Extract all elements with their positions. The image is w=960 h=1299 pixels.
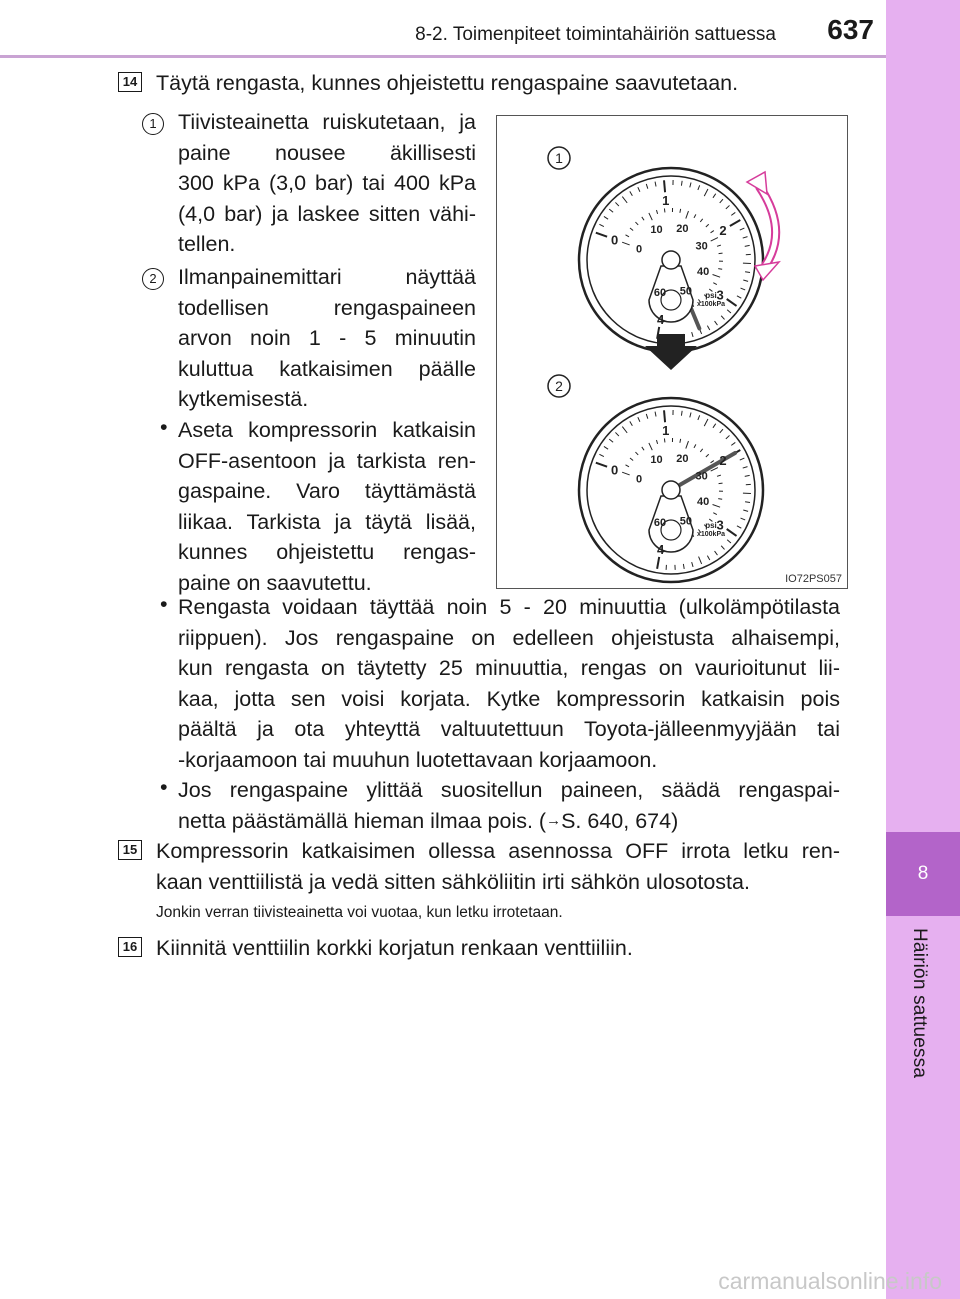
- gauge-scale-label: 0: [611, 462, 619, 478]
- gauge-tick: [681, 411, 682, 416]
- gauge-scale-label: 0: [611, 232, 619, 248]
- text-line: 300 kPa (3,0 bar) tai 400 kPa: [178, 171, 476, 195]
- gauge-scale-label: 1: [662, 193, 670, 209]
- step-number-16: 16: [118, 937, 142, 957]
- page-header: [0, 0, 886, 60]
- bullet-3-text: [178, 775, 840, 839]
- text-line: paine on saavutettu.: [178, 570, 372, 595]
- page-number: 637: [827, 14, 874, 45]
- gauge-units-kpa: x100kPa: [696, 301, 726, 308]
- section-title: 8-2. Toimenpiteet toimintahäiriön sattuessa: [415, 24, 776, 45]
- gauge-psi-tick: [719, 253, 723, 254]
- gauge-scale-label: 3: [716, 287, 724, 303]
- pressure-gauge-figure: [496, 115, 848, 589]
- chapter-label: Häiriön sattuessa: [909, 928, 930, 1079]
- gauge-psi-label: 10: [650, 454, 663, 467]
- gauge-psi-label: 30: [695, 470, 708, 483]
- gauge-psi-label: 40: [696, 266, 710, 279]
- gauge-needle-pivot: [662, 481, 680, 499]
- gauge-scale-label: 3: [716, 517, 724, 533]
- text-line: Tiivisteainetta ruiskutetaan, ja: [178, 110, 476, 134]
- chapter-side-tab: [886, 0, 960, 1299]
- step-14-text: Täytä rengasta, kunnes ohjeistettu rengaspaine saavutetaan.: [156, 71, 739, 95]
- text-line: arvon noin 1 - 5 minuutin: [178, 326, 476, 350]
- gauge-psi-label: 60: [653, 287, 667, 300]
- gauge-psi-label: 60: [653, 517, 667, 530]
- step-number-15: 15: [118, 840, 142, 860]
- gauge-psi-label: 30: [695, 240, 708, 253]
- pressure-gauge-2: [579, 398, 763, 582]
- gauge-tick: [664, 410, 665, 422]
- text-line: OFF-asentoon ja tarkista ren-: [178, 448, 476, 473]
- gauge-psi-label: 20: [676, 452, 689, 465]
- text-line: Ilmanpainemittari näyttää: [178, 265, 476, 289]
- gauge-psi-label: 50: [679, 285, 692, 298]
- page-reference-arrow-icon: →: [546, 811, 562, 829]
- gauge-scale-label: 1: [662, 423, 670, 439]
- gauge-psi-tick: [719, 483, 723, 484]
- text-line: todellisen rengaspaineen: [178, 295, 476, 320]
- page-reference: S. 640, 674): [561, 808, 679, 833]
- text-line: kytkemisestä.: [178, 387, 309, 411]
- text-line: kaa, jotta sen voisi korjata. Kytke kompressorin katkaisin pois: [178, 686, 840, 711]
- text-fragment: netta päästämällä hieman ilmaa pois. (: [178, 808, 547, 833]
- gauge-psi-label: 10: [650, 224, 663, 237]
- gauge-scale-label: 2: [719, 453, 727, 468]
- gauge-psi-label: 50: [679, 515, 692, 528]
- text-line: liikaa. Tarkista ja täytä lisää,: [178, 509, 476, 534]
- figure-callout-number: 2: [555, 378, 563, 394]
- step-number-14: 14: [118, 72, 142, 92]
- gauge-scale-label: 4: [656, 312, 665, 328]
- text-line: päältä ja ota yhteyttä valtuutettuun Toyota-jälleenmyyjään tai: [178, 717, 840, 741]
- step-15-note: Jonkin verran tiivisteainetta voi vuotaa, kun letku irrotetaan.: [156, 904, 563, 921]
- gauge-psi-label: 0: [635, 473, 643, 486]
- header-rule: [0, 55, 886, 58]
- text-line: Kompressorin katkaisimen ollessa asennossa OFF irrota letku ren-: [156, 839, 840, 863]
- text-line: kuluttua katkaisimen päälle: [178, 356, 476, 381]
- text-line: [178, 806, 840, 840]
- text-line: kaan venttiilistä ja vedä sitten sähköliitin irti sähkön ulosotosta.: [156, 869, 750, 894]
- text-line: riippuen). Jos rengaspaine on edelleen ohjeistusta alhaisempi,: [178, 625, 840, 650]
- gauge-units-psi: psi: [705, 521, 717, 530]
- text-line: kunnes ohjeistettu rengas-: [178, 540, 476, 564]
- bullet-marker: •: [160, 775, 168, 799]
- gauge-tick: [664, 180, 665, 192]
- gauge-psi-tick: [664, 438, 665, 442]
- gauge-psi-label: 0: [635, 243, 643, 256]
- gauge-units-kpa: x100kPa: [696, 531, 726, 538]
- gauge-psi-label: 40: [696, 496, 710, 509]
- text-line: Aseta kompressorin katkaisin: [178, 418, 476, 442]
- sub-item-2-text: [178, 262, 476, 415]
- bullet-1-text: [178, 415, 476, 598]
- text-line: Rengasta voidaan täyttää noin 5 - 20 minuuttia (ulkolämpötilasta: [178, 595, 840, 619]
- sub-item-1-text: [178, 107, 476, 260]
- gauge-psi-tick: [718, 499, 722, 500]
- gauge-psi-tick: [718, 269, 722, 270]
- text-line: (4,0 bar) ja laskee sitten vähi-: [178, 201, 476, 226]
- step-15-text: [156, 836, 840, 897]
- text-line: -korjaamoon tai muuhun luotettavaan korjaamoon.: [178, 747, 658, 772]
- bullet-2-text: [178, 592, 840, 775]
- text-line: gaspaine. Varo täyttämästä: [178, 479, 476, 503]
- text-line: kun rengasta on täytetty 25 minuuttia, rengas on vaurioitunut lii-: [178, 656, 840, 680]
- sub-item-number-1: 1: [142, 113, 164, 135]
- gauge-scale-label: 4: [656, 542, 665, 558]
- gauge-tick: [681, 181, 682, 186]
- figure-code: IO72PS057: [785, 573, 842, 585]
- gauge-units-psi: psi: [705, 291, 717, 300]
- pressure-gauge-1: [579, 168, 763, 352]
- gauge-needle-pivot: [662, 251, 680, 269]
- gauge-psi-tick: [664, 208, 665, 212]
- bullet-marker: •: [160, 592, 168, 616]
- text-line: tellen.: [178, 232, 236, 256]
- text-line: paine nousee äkillisesti: [178, 140, 476, 165]
- figure-callout-number: 1: [555, 150, 563, 166]
- chapter-number: 8: [886, 832, 960, 916]
- gauge-scale-label: 2: [719, 223, 727, 238]
- gauge-psi-label: 20: [676, 222, 689, 235]
- gauge-illustration: [497, 116, 847, 588]
- watermark: carmanualsonline.info: [718, 1268, 942, 1294]
- bullet-marker: •: [160, 415, 168, 439]
- step-16-text: Kiinnitä venttiilin korkki korjatun renkaan venttiiliin.: [156, 936, 633, 960]
- text-line: Jos rengaspaine ylittää suositellun paineen, säädä rengaspai-: [178, 778, 840, 802]
- sub-item-number-2: 2: [142, 268, 164, 290]
